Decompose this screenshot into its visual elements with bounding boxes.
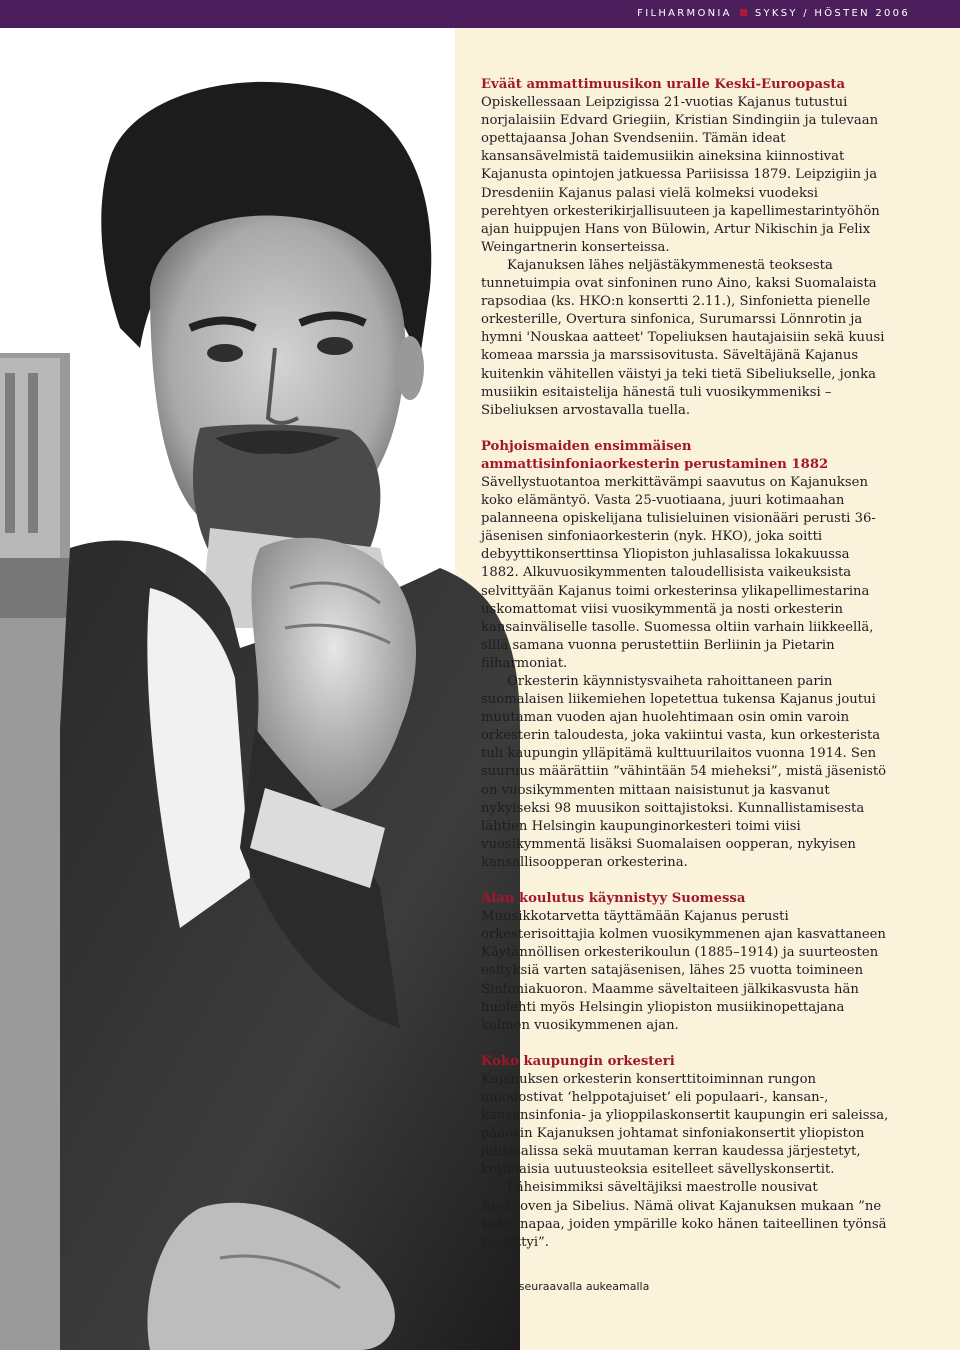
- section-heading: Pohjoismaiden ensimmäisen ammattisinfoniaorkesterin perustaminen 1882: [481, 438, 829, 472]
- paragraph: Sävellystuotantoa merkittävämpi saavutus on Kajanuksen koko elämäntyö. Vasta 25-vuotiaana, juuri kotimaahan palanneena opiskelijana tulisieluinen visionääri perusti 36-jäsenisen sinfoniaorkesterin (nyk. HKO), joka soitti debyyttikonserttinsa Yliopiston juhlasalissa lokakuussa 1882. Alkuvuosikymmenten taloudellisista vaikeuksista selvittyään Kajanus toimi orkesterinsa ylikapellimestarina uskomattomat viisi vuosikymmentä ja nosti orkesterin kansainväliselle tasolle. Suomessa oltiin varhain liikkeellä, sillä samana vuonna perustettiin Berliinin ja Pietarin filharmoniat.: [481, 474, 876, 671]
- paragraph: Läheisimmiksi säveltäjiksi maestrolle nousivat Beethoven ja Sibelius. Nämä olivat Kajanuksen mukaan ”ne kaksi napaa, joiden ympärille koko hänen taiteellinen työnsä keskittyi”.: [481, 1180, 887, 1250]
- article-section: [481, 438, 889, 872]
- running-header: [637, 0, 910, 28]
- magazine-name: FILHARMONIA: [637, 8, 732, 19]
- article-section: [481, 1053, 889, 1252]
- section-heading: Koko kaupungin orkesteri: [481, 1053, 675, 1069]
- section-heading: Eväät ammattimuusikon uralle Keski-Euroopasta: [481, 77, 846, 92]
- continued-note: Jatkuu seuraavalla aukeamalla: [481, 1280, 650, 1293]
- article-column: [481, 76, 889, 1269]
- paragraph: Orkesterin käynnistysvaiheta rahoittaneen parin suomalaisen liikemiehen lopetettua tukensa Kajanus joutui muutaman vuoden ajan huolehtimaan osin omin varoin orkesterin taloudesta, joka vakiintui vasta, kun orkesterista tuli kaupungin ylläpitämä kulttuurilaitos vuonna 1914. Sen suuruus määrättiin ”vähintään 54 mieheksi”, mistä jäsenistö on vuosikymmenten mittaan naisistunut ja kasvanut nykyiseksi 98 muusikon soittajistoksi. Kunnallistamisesta lähtien Helsingin kaupunginorkesteri toimi viisi vuosikymmentä lisäksi Suomalaisen oopperan, nykyisen kansallisoopperan orkesterina.: [481, 674, 887, 870]
- paragraph: Opiskellessaan Leipzigissa 21-vuotias Kajanus tutustui norjalaisiin Edvard Griegiin, Kristian Sindingiin ja tulevaan opettajaansa Johan Svendseniin. Tämän ideat kansansävelmistä taidemusiikin aineksina kiinnostivat Kajanusta opintojen jatkuessa Pariisissa 1879. Leipzigiin ja Dresdeniin Kajanus palasi vielä kolmeksi vuodeksi perehtyen orkesterikirjallisuuteen ja kapellimestarintyöhön ajan huippujen Hans von Bülowin, Artur Nikischin ja Felix Weingartnerin konserteissa.: [481, 95, 880, 255]
- section-heading: Alan koulutus käynnistyy Suomessa: [481, 891, 746, 907]
- portrait-photo: [0, 28, 520, 1350]
- square-bullet-icon: [740, 9, 747, 16]
- header-bar: [0, 0, 960, 28]
- paragraph: Kajanuksen lähes neljästäkymmenestä teoksesta tunnetuimpia ovat sinfoninen runo Aino, kaksi Suomalaista rapsodiaa (ks. HKO:n konsertti 2.11.), Sinfonietta pienelle orkesterille, Overtura sinfonica, Surumarssi Lönnrotin ja hymni 'Nouskaa aatteet' Topeliuksen hautajaisiin sekä kuusi komeaa marssia ja marssisovitusta. Säveltäjänä Kajanus kuitenkin vähitellen väistyi ja teki tietä Sibeliukselle, jonka musiikin esitaistelija hänestä tuli vuosikymmeniksi – Sibeliuksen arvostavalla tuella.: [481, 257, 885, 418]
- article-section: [481, 890, 889, 1035]
- season-label: SYKSY / HÖSTEN 2006: [754, 8, 910, 19]
- paragraph: Kajanuksen orkesterin konserttitoiminnan rungon muodostivat ‘helppotajuiset’ eli populaari-, kansan-, kansansinfonia- ja ylioppilaskonsertit kaupungin eri saleissa, pääosin Kajanuksen johtamat sinfoniakonsertit yliopiston juhlasalissa sekä muutaman kerran kaudessa järjestetyt, kotimaisia uutuusteoksia esitelleet sävellyskonsertit.: [481, 1071, 889, 1178]
- article-section: [481, 76, 889, 420]
- paragraph: Muusikkotarvetta täyttämään Kajanus perusti orkesterisoittajia kolmen vuosikymmenen ajan kasvattaneen Käytännöllisen orkesterikoulun (1885–1914) ja suurteosten esityksiä varten satajäsenisen, lähes 25 vuotta toimineen Sinfoniakuoron. Maamme säveltaiteen jälkikasvusta hän huolehti myös Helsingin yliopiston musiikinopettajana kolmen vuosikymmenen ajan.: [481, 909, 886, 1033]
